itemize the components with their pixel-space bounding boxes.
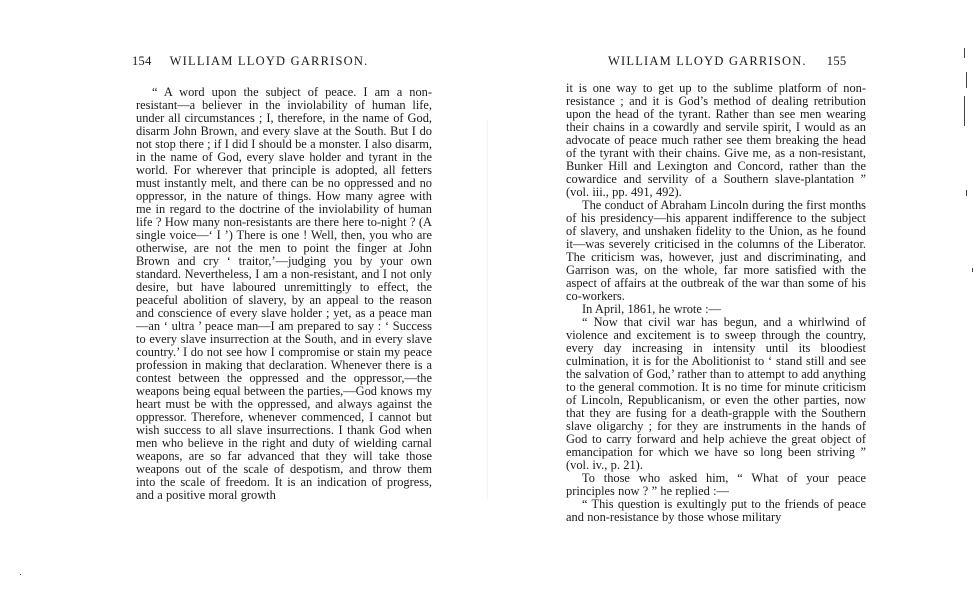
right-paragraph-6: “ This question is exultingly put to the friends of peace and non-resistance by those whose military bbox=[566, 497, 866, 524]
scan-mark bbox=[964, 48, 965, 58]
left-running-header bbox=[132, 54, 368, 69]
right-paragraph-4: “ Now that civil war has begun, and a whirlwind of violence and excitement is to sweep through the country, every day increasing in intensity until its bloodiest culmination, it is for the Abolitionist to ‘ stand still and see the salvation of God,’ rather than to attempt to add anything to the general commotion. It is no time for minute criticism of Lincoln, Republicanism, or even the other parties, now that they are fusing for a death-grapple with the Southern slave oligarchy ; for they are instruments in the hands of God to carry forward and help achieve the great object of emancipation for which we have so long been striving ” (vol. iv., p. 21). bbox=[566, 315, 866, 472]
left-page-number: 154 bbox=[132, 54, 152, 68]
scan-mark bbox=[964, 96, 965, 126]
right-page-body bbox=[566, 82, 866, 524]
right-running-header bbox=[608, 54, 846, 69]
scan-mark bbox=[966, 190, 967, 196]
left-page-body bbox=[136, 86, 432, 502]
right-paragraph-3: In April, 1861, he wrote :— bbox=[582, 302, 721, 316]
right-running-head-title: WILLIAM LLOYD GARRISON. bbox=[608, 54, 807, 68]
right-paragraph-5: To those who asked him, “ What of your peace principles now ? ” he replied :— bbox=[566, 471, 866, 498]
scan-mark bbox=[20, 574, 21, 575]
left-running-head-title: WILLIAM LLOYD GARRISON. bbox=[169, 54, 369, 68]
scan-mark bbox=[966, 72, 967, 88]
left-paragraph-1: “ A word upon the subject of peace. I am a non-resistant—a believer in the inviolability of human life, under all circumstances ; I, therefore, in the name of God, disarm John Brown, and every slave at the South. But I do not stop there ; if I did I should be a monster. I also disarm, in the name of God, every slave holder and tyrant in the world. For wherever that principle is adopted, all fetters must instantly melt, and there can be no oppressed and no oppressor, in the nature of things. How many agree with me in regard to the doctrine of the inviolability of human life ? How many non-resistants are there here to-night ? (A single voice—‘ I ’) There is one ! Well, then, you who are otherwise, are not the men to point the finger at John Brown and cry ‘ traitor,’—judging you by your own standard. Nevertheless, I am a non-resistant, and I not only desire, but have laboured unremittingly to effect, the peaceful abolition of slavery, by an appeal to the reason and conscience of every slave holder ; yet, as a peace man—an ‘ ultra ’ peace man—I am prepared to say : ‘ Success to every slave insurrection at the South, and in every slave country.’ I do not see how I compromise or stain my peace profession in making that declaration. Whenever there is a contest between the oppressed and the oppressor,—the weapons being equal between the parties,—God knows my heart must be with the oppressed, and always against the oppressor. Therefore, whenever commenced, I cannot but wish success to all slave insurrections. I thank God when men who believe in the right and duty of wielding carnal weapons, are so far advanced that they will take those weapons out of the scale of despotism, and throw them into the scale of freedom. It is an indication of progress, and a positive moral growth bbox=[136, 85, 432, 502]
right-paragraph-2: The conduct of Abraham Lincoln during the first months of his presidency—his apparent indifference to the subject of slavery, and unshaken fidelity to the Union, as he found it—was severely criticised in the columns of the Liberator. The criticism was, however, just and discriminating, and Garrison was, on the whole, far more satisfied with the aspect of affairs at the outbreak of the war than some of his co-workers. bbox=[566, 198, 866, 303]
scan-mark bbox=[972, 268, 973, 272]
page-gutter bbox=[487, 120, 488, 500]
right-paragraph-1: it is one way to get up to the sublime platform of non-resistance ; and it is God’s method of dealing retribution upon the head of the tyrant. Rather than see men wearing their chains in a cowardly and servile spirit, I would as an advocate of peace much rather see them breaking the head of the tyrant with their chains. Give me, as a non-resistant, Bunker Hill and Lexington and Concord, rather than the cowardice and servility of a Southern slave-plantation ” (vol. iii., pp. 491, 492). bbox=[566, 81, 866, 199]
right-page-number: 155 bbox=[826, 54, 847, 68]
